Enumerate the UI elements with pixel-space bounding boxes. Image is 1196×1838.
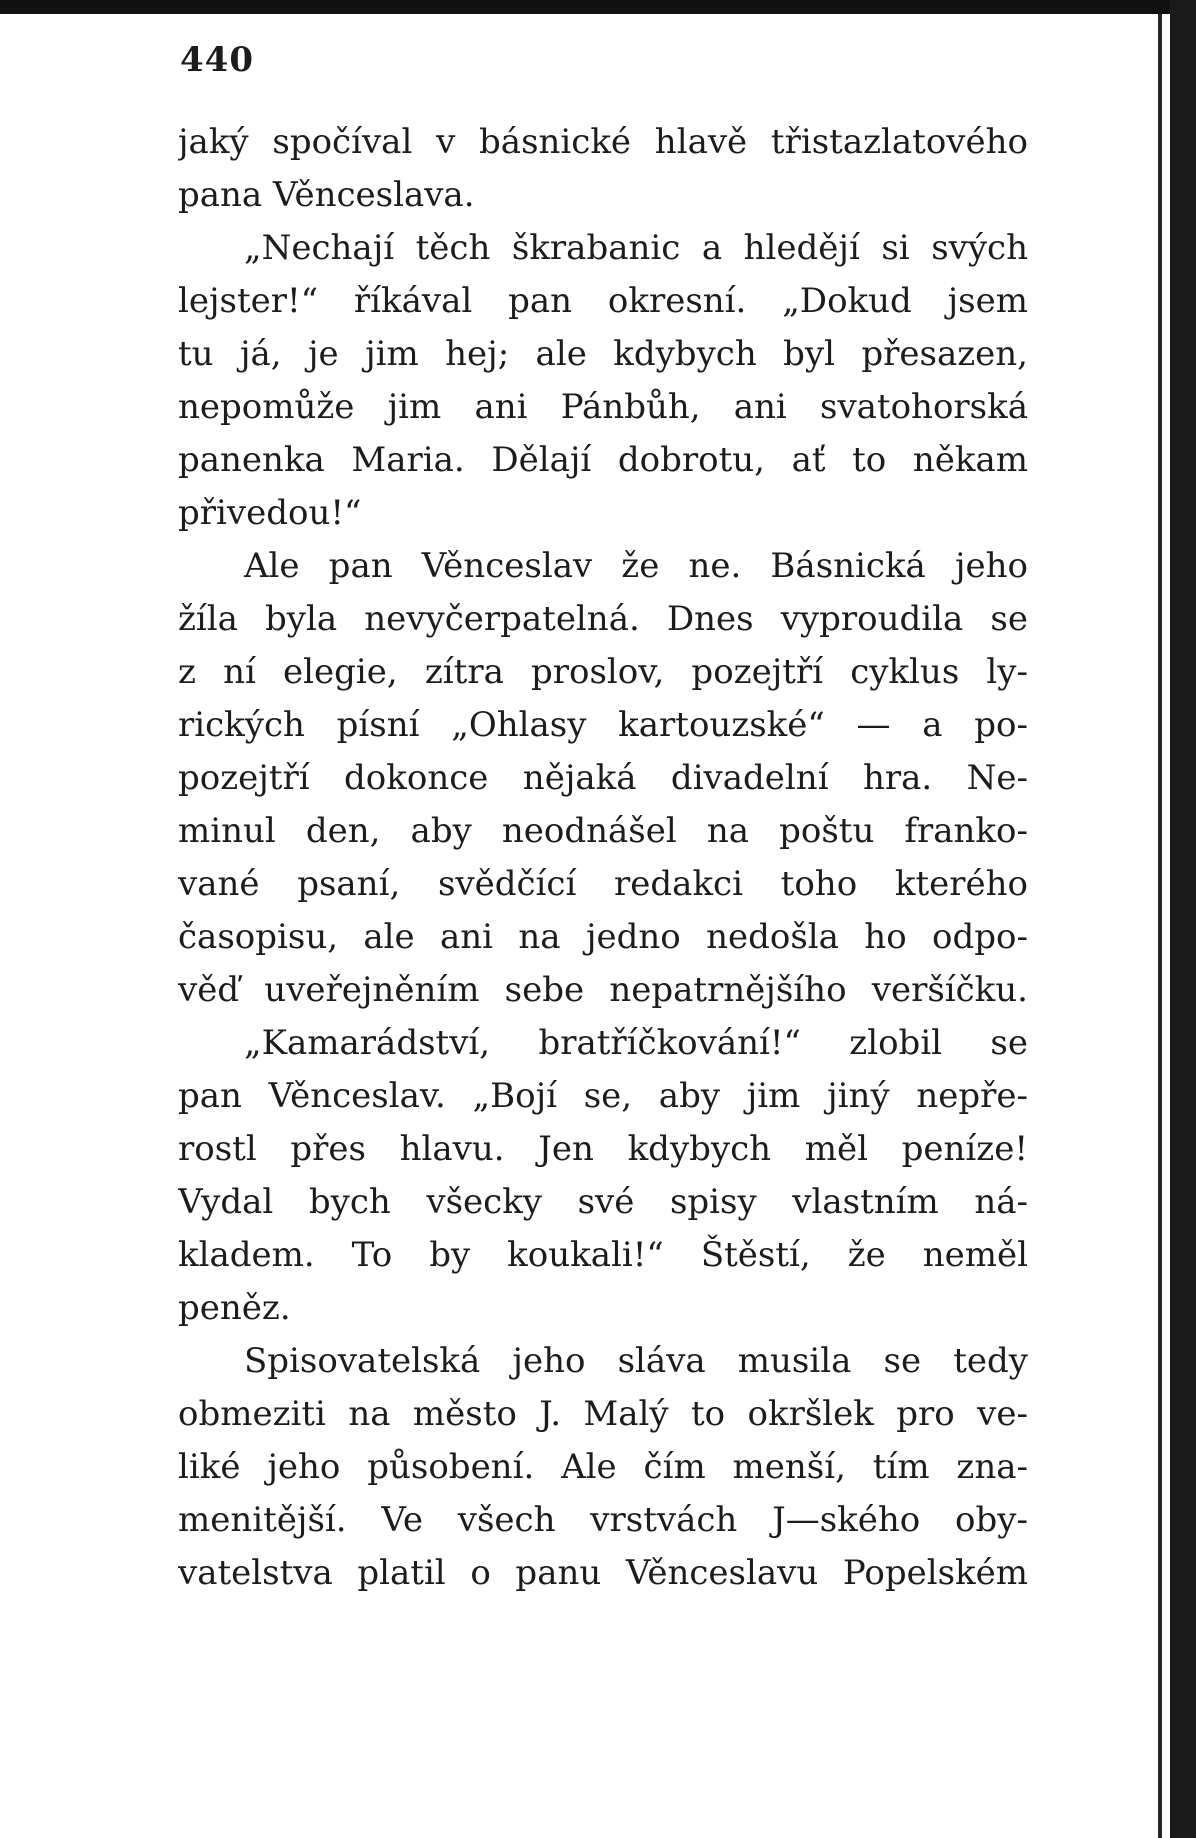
- text-line: liké jeho působení. Ale čím menší, tím zna-: [178, 1447, 1028, 1487]
- text-line: pozejtří dokonce nějaká divadelní hra. Ne-: [178, 758, 1028, 798]
- text-line: minul den, aby neodnášel na poštu franko-: [178, 811, 1028, 851]
- text-line: časopisu, ale ani na jedno nedošla ho odpo-: [178, 917, 1028, 957]
- text-line: pan Věnceslav. „Bojí se, aby jim jiný nepře-: [178, 1076, 1028, 1116]
- text-line: věď uveřejněním sebe nepatrnějšího veršíčku.: [178, 970, 1028, 1010]
- text-line: obmeziti na město J. Malý to okršlek pro ve-: [178, 1394, 1028, 1434]
- text-line: panenka Maria. Dělají dobrotu, ať to někam: [178, 440, 1028, 480]
- text-line: pana Věnceslava.: [178, 175, 475, 215]
- text-line: z ní elegie, zítra proslov, pozejtří cyklus ly-: [178, 652, 1028, 692]
- text-line: Vydal bych všecky své spisy vlastním ná-: [178, 1182, 1028, 1222]
- book-gutter-line: [1158, 14, 1162, 1838]
- text-line: „Nechají těch škrabanic a hledějí si svých: [244, 228, 1028, 268]
- text-line: rických písní „Ohlasy kartouzské“ — a po-: [178, 705, 1028, 745]
- scan-right-edge: [1170, 0, 1196, 1838]
- text-line: vatelstva platil o panu Věnceslavu Popelském: [178, 1553, 1028, 1593]
- text-line: Ale pan Věnceslav že ne. Básnická jeho: [244, 546, 1028, 586]
- text-line: lejster!“ říkával pan okresní. „Dokud jsem: [178, 281, 1028, 321]
- text-line: peněz.: [178, 1288, 291, 1328]
- text-line: kladem. To by koukali!“ Štěstí, že neměl: [178, 1235, 1028, 1275]
- text-line: Spisovatelská jeho sláva musila se tedy: [244, 1341, 1028, 1381]
- text-line: žíla byla nevyčerpatelná. Dnes vyproudila se: [178, 599, 1028, 639]
- book-page: [178, 40, 1028, 1600]
- text-line: rostl přes hlavu. Jen kdybych měl peníze!: [178, 1129, 1028, 1169]
- page-number: 440: [180, 40, 254, 80]
- text-line: jaký spočíval v básnické hlavě třistazlatového: [178, 122, 1028, 162]
- text-line: nepomůže jim ani Pánbůh, ani svatohorská: [178, 387, 1028, 427]
- text-line: vané psaní, svědčící redakci toho kterého: [178, 864, 1028, 904]
- text-line: menitější. Ve všech vrstvách J—ského oby-: [178, 1500, 1028, 1540]
- body-text: [178, 116, 1028, 1600]
- scan-top-edge: [0, 0, 1196, 14]
- text-line: přivedou!“: [178, 493, 362, 533]
- text-line: tu já, je jim hej; ale kdybych byl přesazen,: [178, 334, 1028, 374]
- text-line: „Kamarádství, bratříčkování!“ zlobil se: [244, 1023, 1028, 1063]
